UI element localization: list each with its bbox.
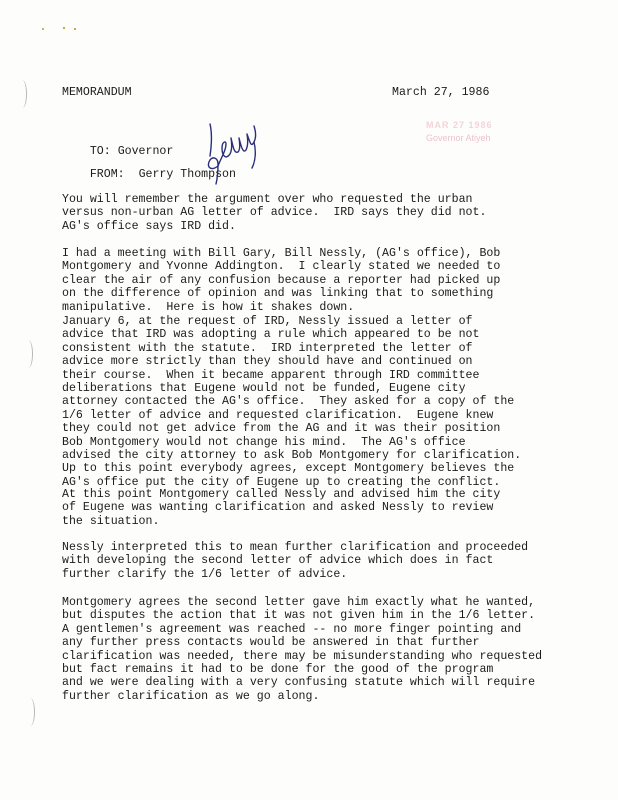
- paragraph-line: with developing the second letter of advice which does in fact: [62, 554, 494, 568]
- paragraph-line: January 6, at the request of IRD, Nessly issued a letter of: [62, 315, 473, 328]
- paragraph-line: any further press contacts would be answered in that further: [62, 636, 480, 650]
- paragraph-5: [62, 541, 602, 581]
- received-stamp: MAR 27 1986 Governor Atiyeh: [426, 120, 493, 143]
- paragraph-line: 1/6 letter of advice and requested clarification. Eugene knew: [62, 408, 494, 422]
- paragraph-4: [62, 488, 602, 528]
- paragraph-line: on the difference of opinion and was linking that to something: [62, 287, 494, 301]
- paragraph-line: versus non-urban AG letter of advice. IRD says they did not.: [62, 206, 487, 220]
- paragraph-line: the situation.: [62, 514, 160, 528]
- memo-label: MEMORANDUM: [62, 86, 132, 99]
- paragraph-1: [62, 193, 602, 233]
- paragraph-line: advised the city attorney to ask Bob Montgomery for clarification.: [62, 449, 522, 463]
- paragraph-line: their course. When it became apparent through IRD committee: [62, 368, 480, 382]
- paragraph-line: AG's office put the city of Eugene up to creating the conflict.: [62, 475, 501, 489]
- punch-hole-top: [18, 80, 27, 108]
- paragraph-line: of Eugene was wanting clarification and asked Nessly to review: [62, 501, 494, 515]
- paragraph-line: and we were dealing with a very confusing statute which will require: [62, 676, 536, 690]
- paragraph-line: they could not get advice from the AG and it was their position: [62, 422, 501, 436]
- paragraph-line: deliberations that Eugene would not be funded, Eugene city: [62, 382, 466, 396]
- paragraph-line: but disputes the action that it was not given him in the 1/6 letter.: [62, 609, 536, 623]
- paragraph-line: You will remember the argument over who requested the urban: [62, 193, 473, 206]
- paragraph-line: but fact remains it had to be done for the good of the program: [62, 663, 494, 677]
- memo-date: March 27, 1986: [392, 86, 490, 99]
- punch-hole-bottom: [26, 698, 35, 726]
- to-label: TO:: [89, 145, 111, 159]
- paragraph-line: advice that IRD was adopting a rule which appeared to be not: [62, 328, 480, 342]
- paragraph-line: clear the air of any confusion because a reporter had picked up: [62, 273, 501, 287]
- paragraph-line: attorney contacted the AG's office. They asked for a copy of the: [62, 395, 515, 409]
- paragraph-line: Montgomery and Yvonne Addington. I clearly stated we needed to: [62, 260, 501, 274]
- paragraph-line: advice more strictly than they should have and continued on: [62, 355, 473, 369]
- punch-hole-middle: [24, 340, 33, 368]
- paragraph-line: consistent with the statute. IRD interpreted the letter of: [62, 341, 473, 355]
- paragraph-line: Montgomery agrees the second letter gave him exactly what he wanted,: [62, 596, 536, 609]
- handwritten-initials-signature: [196, 120, 272, 194]
- paragraph-6: [62, 596, 602, 703]
- paragraph-line: further clarify the 1/6 letter of advice.: [62, 567, 348, 581]
- to-value: Governor: [117, 145, 174, 159]
- paragraph-line: I had a meeting with Bill Gary, Bill Nessly, (AG's office), Bob: [62, 247, 501, 260]
- from-value: Gerry Thompson: [138, 168, 236, 182]
- paragraph-line: Bob Montgomery would not change his mind. The AG's office: [62, 435, 466, 449]
- paragraph-line: clarification was needed, there may be misunderstanding who requested: [62, 649, 543, 663]
- paragraph-line: At this point Montgomery called Nessly and advised him the city: [62, 488, 501, 501]
- paragraph-line: Up to this point everybody agrees, except Montgomery believes the: [62, 462, 515, 476]
- paragraph-line: manipulative. Here is how it shakes down.: [62, 300, 355, 314]
- paragraph-line: further clarification as we go along.: [62, 689, 320, 703]
- paragraph-line: AG's office says IRD did.: [62, 219, 236, 233]
- from-label: FROM:: [89, 168, 125, 182]
- paragraph-2: [62, 247, 602, 314]
- paragraph-line: Nessly interpreted this to mean further clarification and proceeded: [62, 541, 529, 554]
- paragraph-3: [62, 315, 602, 489]
- paragraph-line: A gentlemen's agreement was reached -- no more finger pointing and: [62, 622, 522, 636]
